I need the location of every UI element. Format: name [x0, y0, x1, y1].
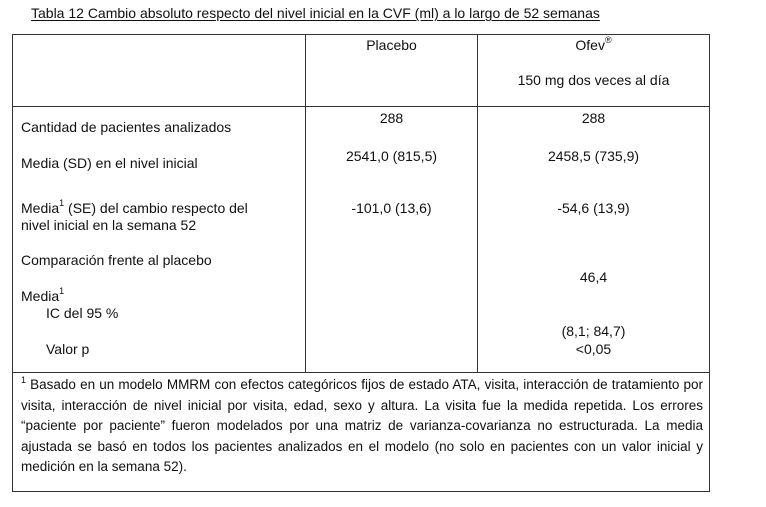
header-ofev: [478, 37, 709, 54]
header-placebo: Placebo: [366, 37, 417, 53]
cell-baseline-placebo: 2541,0 (815,5): [345, 148, 438, 164]
header-ofev-name: Ofev: [575, 37, 605, 53]
table-caption: Tabla 12 Cambio absoluto respecto del nivel inicial en la CVF (ml) a lo largo de 52 semanas: [31, 5, 600, 21]
cell-change-ofev: -54,6 (13,9): [557, 200, 630, 216]
row-label-change: [21, 200, 248, 217]
cell-pvalue-ofev: <0,05: [575, 341, 612, 357]
cell-change-placebo: -101,0 (13,6): [351, 200, 432, 216]
footnote-text: Basado en un modelo MMRM con efectos categóricos fijos de estado ATA, visita, interacción de tratamiento por visita, interacción de nivel inicial por visita, edad, sexo y altura. La visita fue la medida repetida. Los errores “paciente por paciente” fueron modelados por una matriz de varianza-covarianza no estructurada. La media ajustada se basó en todos los pacientes analizados en el modelo (no solo en pacientes con un valor inicial y medición en la semana 52).: [21, 377, 703, 474]
row-label-change-a: Media: [21, 200, 60, 216]
cell-baseline-ofev: 2458,5 (735,9): [547, 148, 640, 164]
footnote-marker: 1: [21, 374, 27, 385]
row-label-change-b: (SE) del cambio respecto del: [64, 200, 248, 216]
registered-mark: ®: [604, 35, 612, 46]
results-table: [12, 34, 710, 492]
cell-patients-placebo: 288: [379, 110, 404, 126]
table-footnote: [21, 375, 703, 478]
footnote-ref-mean: 1: [59, 286, 65, 297]
row-label-pvalue: Valor p: [46, 341, 90, 357]
row-label-mean: [21, 288, 64, 305]
cell-mean-ofev: 46,4: [579, 269, 608, 285]
footnote-ref: 1: [59, 198, 65, 209]
header-divider: [13, 106, 709, 107]
cell-ci-ofev: (8,1; 84,7): [561, 323, 626, 339]
row-label-change-line2: nivel inicial en la semana 52: [21, 217, 197, 233]
row-label-baseline: Media (SD) en el nivel inicial: [21, 155, 198, 171]
row-label-mean-text: Media: [21, 288, 60, 304]
header-ofev-dose: 150 mg dos veces al día: [517, 72, 670, 88]
footnote-divider: [13, 372, 709, 373]
row-label-patients: Cantidad de pacientes analizados: [21, 119, 232, 135]
row-label-comparison: Comparación frente al placebo: [21, 252, 212, 268]
cell-patients-ofev: 288: [581, 110, 606, 126]
row-label-ci: IC del 95 %: [46, 305, 119, 321]
